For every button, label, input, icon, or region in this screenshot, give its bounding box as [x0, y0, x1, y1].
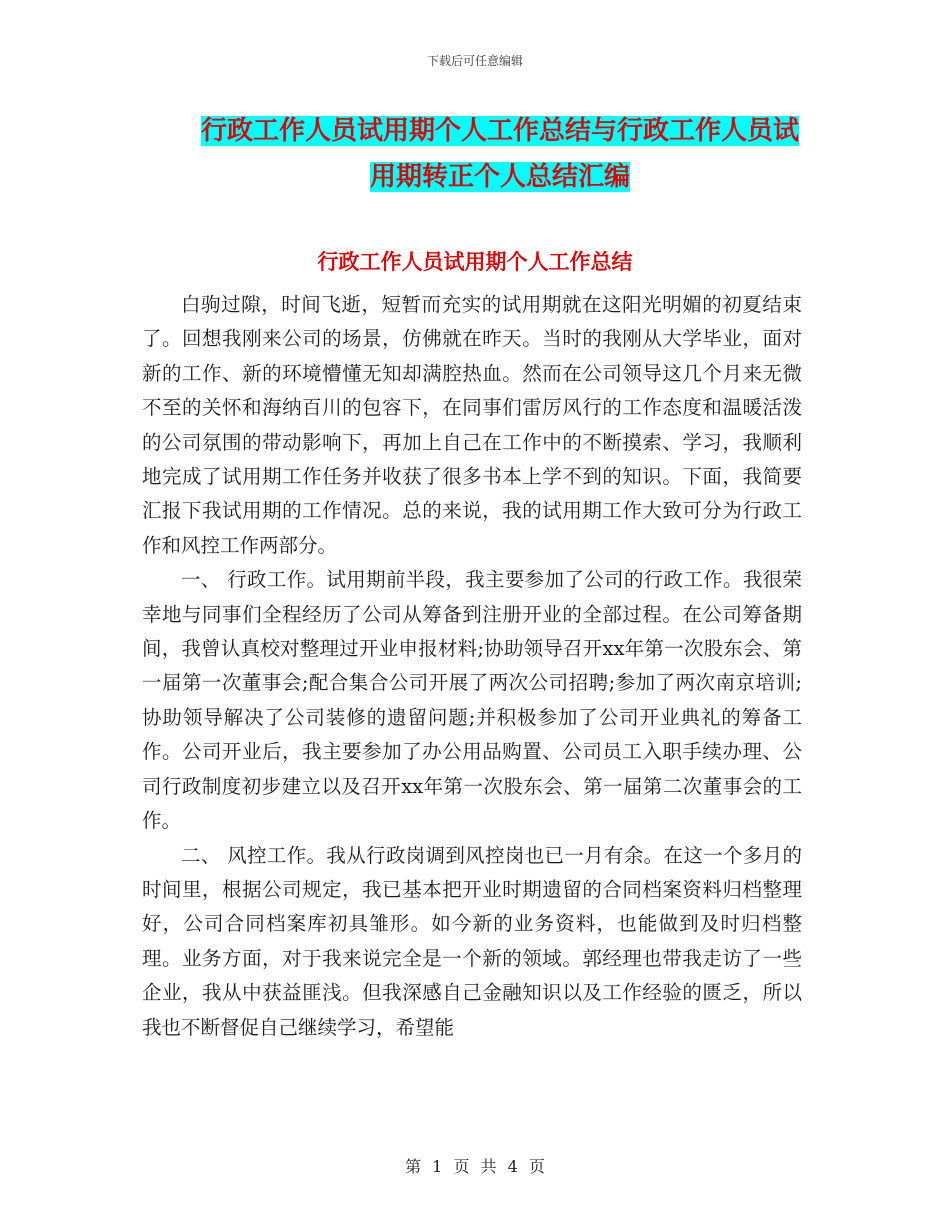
page-number-footer: 第 1 页 共 4 页: [405, 1157, 545, 1176]
page-header-note: 下载后可任意编辑: [426, 54, 523, 68]
document-main-title: [190, 108, 810, 200]
main-title-line-2: 用期转正个人总结汇编: [369, 162, 630, 192]
paragraph-intro: 白驹过隙，时间飞逝，短暂而充实的试用期就在这阳光明媚的初夏结束了。回想我刚来公司的场景，仿佛就在昨天。当时的我刚从大学毕业，面对新的工作、新的环境懵懂无知却满腔热血。然而在公司领导这几个月来无微不至的关怀和海纳百川的包容下，在同事们雷厉风行的工作态度和温暖活泼的公司氛围的带动影响下，再加上自己在工作中的不断摸索、学习，我顺利地完成了试用期工作任务并收获了很多书本上学不到的知识。下面，我简要汇报下我试用期的工作情况。总的来说，我的试用期工作大致可分为行政工作和风控工作两部分。: [142, 293, 802, 557]
document-body: [142, 288, 802, 1045]
paragraph-risk-control-work: 二、 风控工作。我从行政岗调到风控岗也已一月有余。在这一个多月的时间里，根据公司规定，我已基本把开业时期遗留的合同档案资料归档整理好，公司合同档案库初具雏形。如今新的业务资料，也能做到及时归档整理。业务方面，对于我来说完全是一个新的领域。郭经理也带我走访了一些企业，我从中获益匪浅。但我深感自己金融知识以及工作经验的匮乏，所以我也不断督促自己继续学习，希望能: [142, 843, 802, 1039]
section-title: 行政工作人员试用期个人工作总结: [317, 250, 633, 274]
main-title-line-1: 行政工作人员试用期个人工作总结与行政工作人员试: [200, 116, 799, 146]
paragraph-admin-work: 一、 行政工作。试用期前半段，我主要参加了公司的行政工作。我很荣幸地与同事们全程经历了公司从筹备到注册开业的全部过程。在公司筹备期间，我曾认真校对整理过开业申报材料;协助领导召开xx年第一次股东会、第一届第一次董事会;配合集合公司开展了两次公司招聘;参加了两次南京培训;协助领导解决了公司装修的遗留问题;并积极参加了公司开业典礼的筹备工作。公司开业后，我主要参加了办公用品购置、公司员工入职手续办理、公司行政制度初步建立以及召开xx年第一次股东会、第一届第二次董事会的工作。: [142, 568, 802, 833]
